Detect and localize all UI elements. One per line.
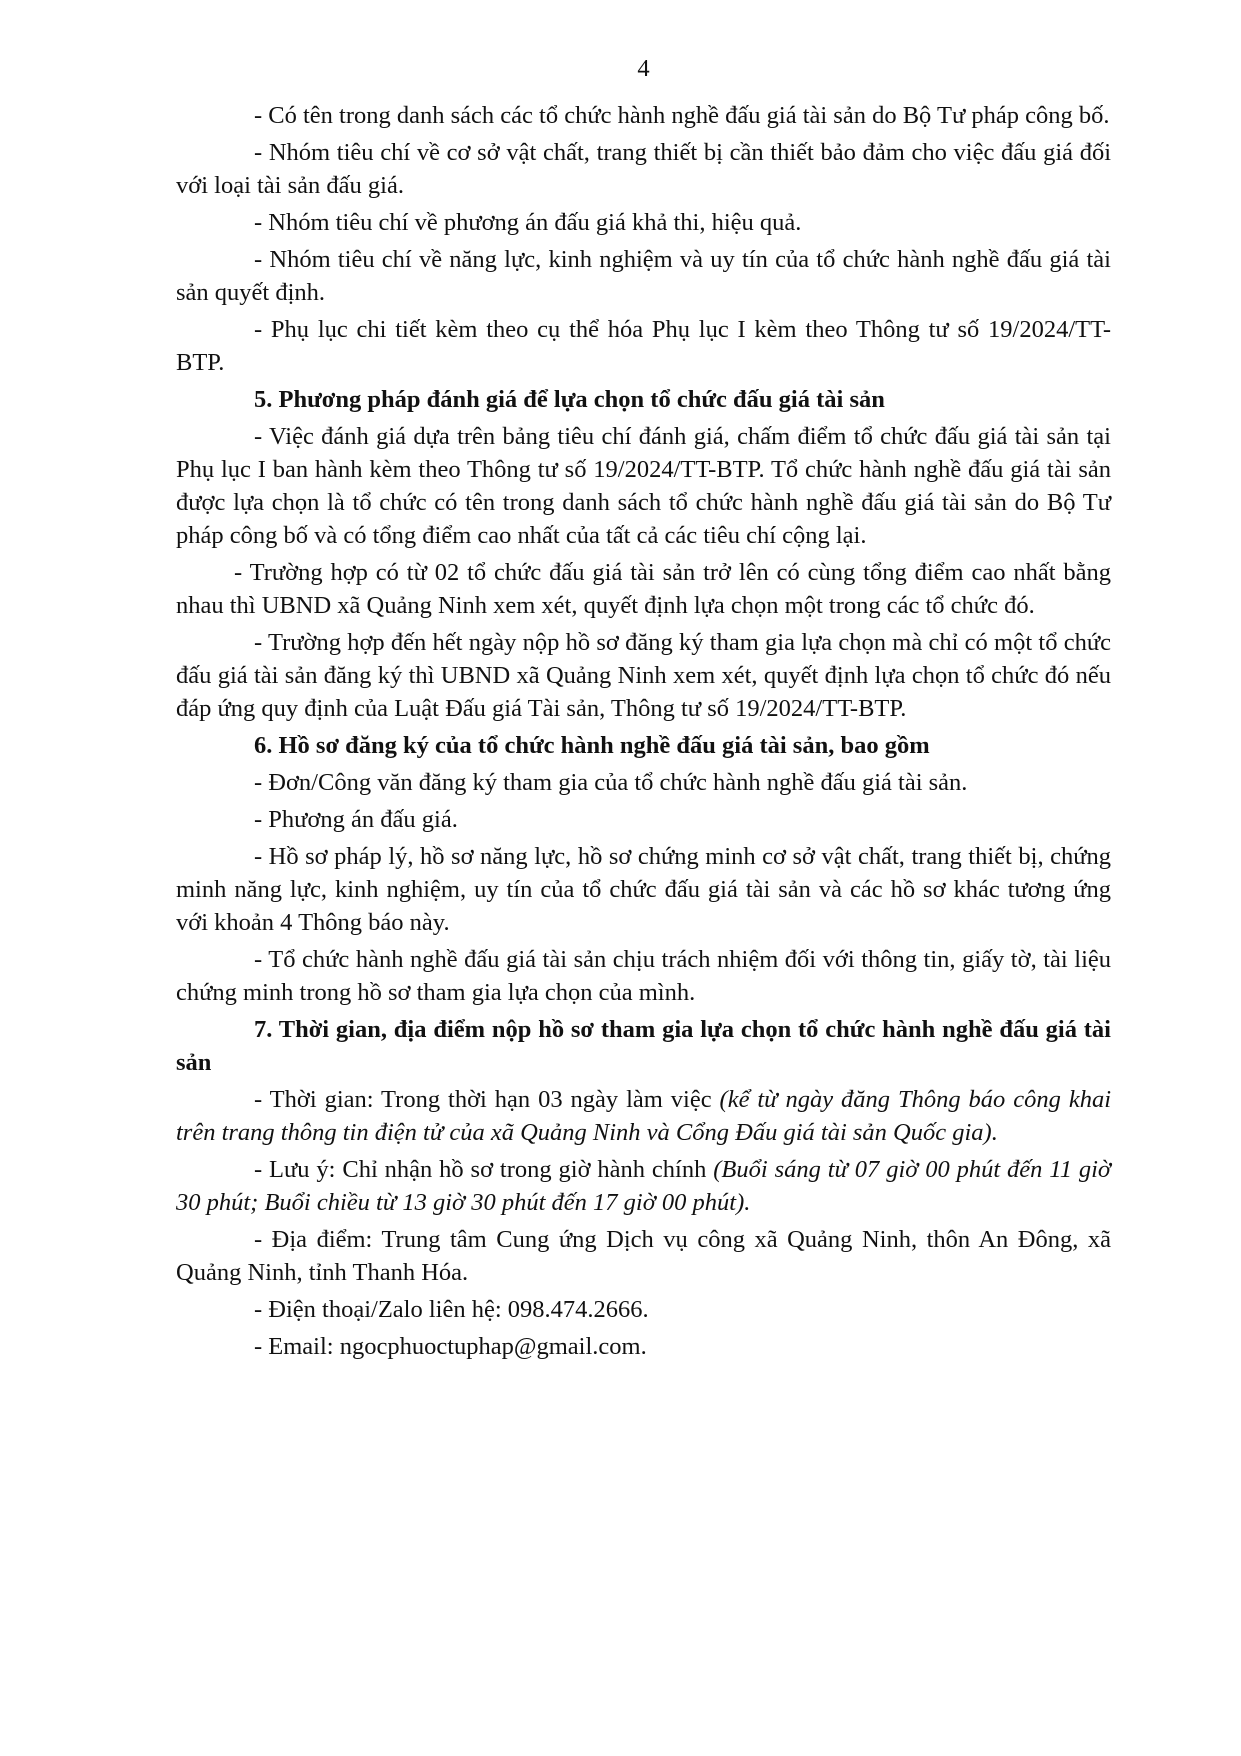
criteria-item-listed: - Có tên trong danh sách các tổ chức hành nghề đấu giá tài sản do Bộ Tư pháp công bố. [254,102,1110,129]
section-7-location: - Địa điểm: Trung tâm Cung ứng Dịch vụ công xã Quảng Ninh, thôn An Đông, xã Quảng Ninh, tỉnh Thanh Hóa. [176,1226,1111,1286]
time-note: (kể từ ngày đăng Thông báo công khai trên trang thông tin điện tử của xã Quảng Ninh và Cổng Đấu giá tài sản Quốc gia). [176,1086,1111,1146]
criteria-item-plan: - Nhóm tiêu chí về phương án đấu giá khả thi, hiệu quả. [254,209,802,236]
section-7-time [176,1083,1111,1149]
section-5-paragraph-3: - Trường hợp đến hết ngày nộp hồ sơ đăng ký tham gia lựa chọn mà chỉ có một tổ chức đấu giá tài sản đăng ký thì UBND xã Quảng Ninh xem xét, quyết định lựa chọn tổ chức đó nếu đáp ứng quy định của Luật Đấu giá Tài sản, Thông tư số 19/2024/TT-BTP. [176,629,1111,722]
section-5-paragraph-2: - Trường hợp có từ 02 tổ chức đấu giá tài sản trở lên có cùng tổng điểm cao nhất bằng nhau thì UBND xã Quảng Ninh xem xét, quyết định lựa chọn một trong các tổ chức đó. [176,559,1111,619]
section-7-note [176,1153,1111,1219]
section-5-paragraph-1: - Việc đánh giá dựa trên bảng tiêu chí đánh giá, chấm điểm tổ chức đấu giá tài sản tại Phụ lục I ban hành kèm theo Thông tư số 19/2024/TT-BTP. Tổ chức hành nghề đấu giá tài sản được lựa chọn là tổ chức có tên trong danh sách tổ chức hành nghề đấu giá tài sản do Bộ Tư pháp công bố và có tổng điểm cao nhất của tất cả các tiêu chí cộng lại. [176,423,1111,549]
section-7-heading: 7. Thời gian, địa điểm nộp hồ sơ tham gia lựa chọn tổ chức hành nghề đấu giá tài sản [176,1016,1111,1076]
document-page [176,52,1111,1367]
criteria-item-facilities: - Nhóm tiêu chí về cơ sở vật chất, trang thiết bị cần thiết bảo đảm cho việc đấu giá đối với loại tài sản đấu giá. [176,139,1111,199]
section-6-paragraph-4: - Tổ chức hành nghề đấu giá tài sản chịu trách nhiệm đối với thông tin, giấy tờ, tài liệu chứng minh trong hồ sơ tham gia lựa chọn của mình. [176,946,1111,1006]
criteria-item-appendix: - Phụ lục chi tiết kèm theo cụ thể hóa Phụ lục I kèm theo Thông tư số 19/2024/TT-BTP. [176,316,1111,376]
section-7-phone: - Điện thoại/Zalo liên hệ: 098.474.2666. [254,1296,649,1323]
criteria-item-capacity: - Nhóm tiêu chí về năng lực, kinh nghiệm và uy tín của tổ chức hành nghề đấu giá tài sản quyết định. [176,246,1111,306]
note-label: - Lưu ý: Chỉ nhận hồ sơ trong giờ hành chính [254,1156,714,1183]
note-detail: (Buổi sáng từ 07 giờ 00 phút đến 11 giờ 30 phút; Buổi chiều từ 13 giờ 30 phút đến 17 giờ 00 phút). [176,1156,1112,1216]
page-number: 4 [637,55,650,82]
section-6-paragraph-1: - Đơn/Công văn đăng ký tham gia của tổ chức hành nghề đấu giá tài sản. [254,769,968,796]
section-6-paragraph-2: - Phương án đấu giá. [254,806,458,833]
section-5-heading: 5. Phương pháp đánh giá để lựa chọn tổ chức đấu giá tài sản [254,386,885,413]
section-6-paragraph-3: - Hồ sơ pháp lý, hồ sơ năng lực, hồ sơ chứng minh cơ sở vật chất, trang thiết bị, chứng minh năng lực, kinh nghiệm, uy tín của tổ chức đấu giá tài sản và các hồ sơ khác tương ứng với khoản 4 Thông báo này. [176,843,1111,936]
section-6-heading: 6. Hồ sơ đăng ký của tổ chức hành nghề đấu giá tài sản, bao gồm [254,732,930,759]
section-7-email: - Email: ngocphuoctuphap@gmail.com. [254,1333,647,1360]
time-label: - Thời gian: Trong thời hạn 03 ngày làm việc [254,1086,720,1113]
